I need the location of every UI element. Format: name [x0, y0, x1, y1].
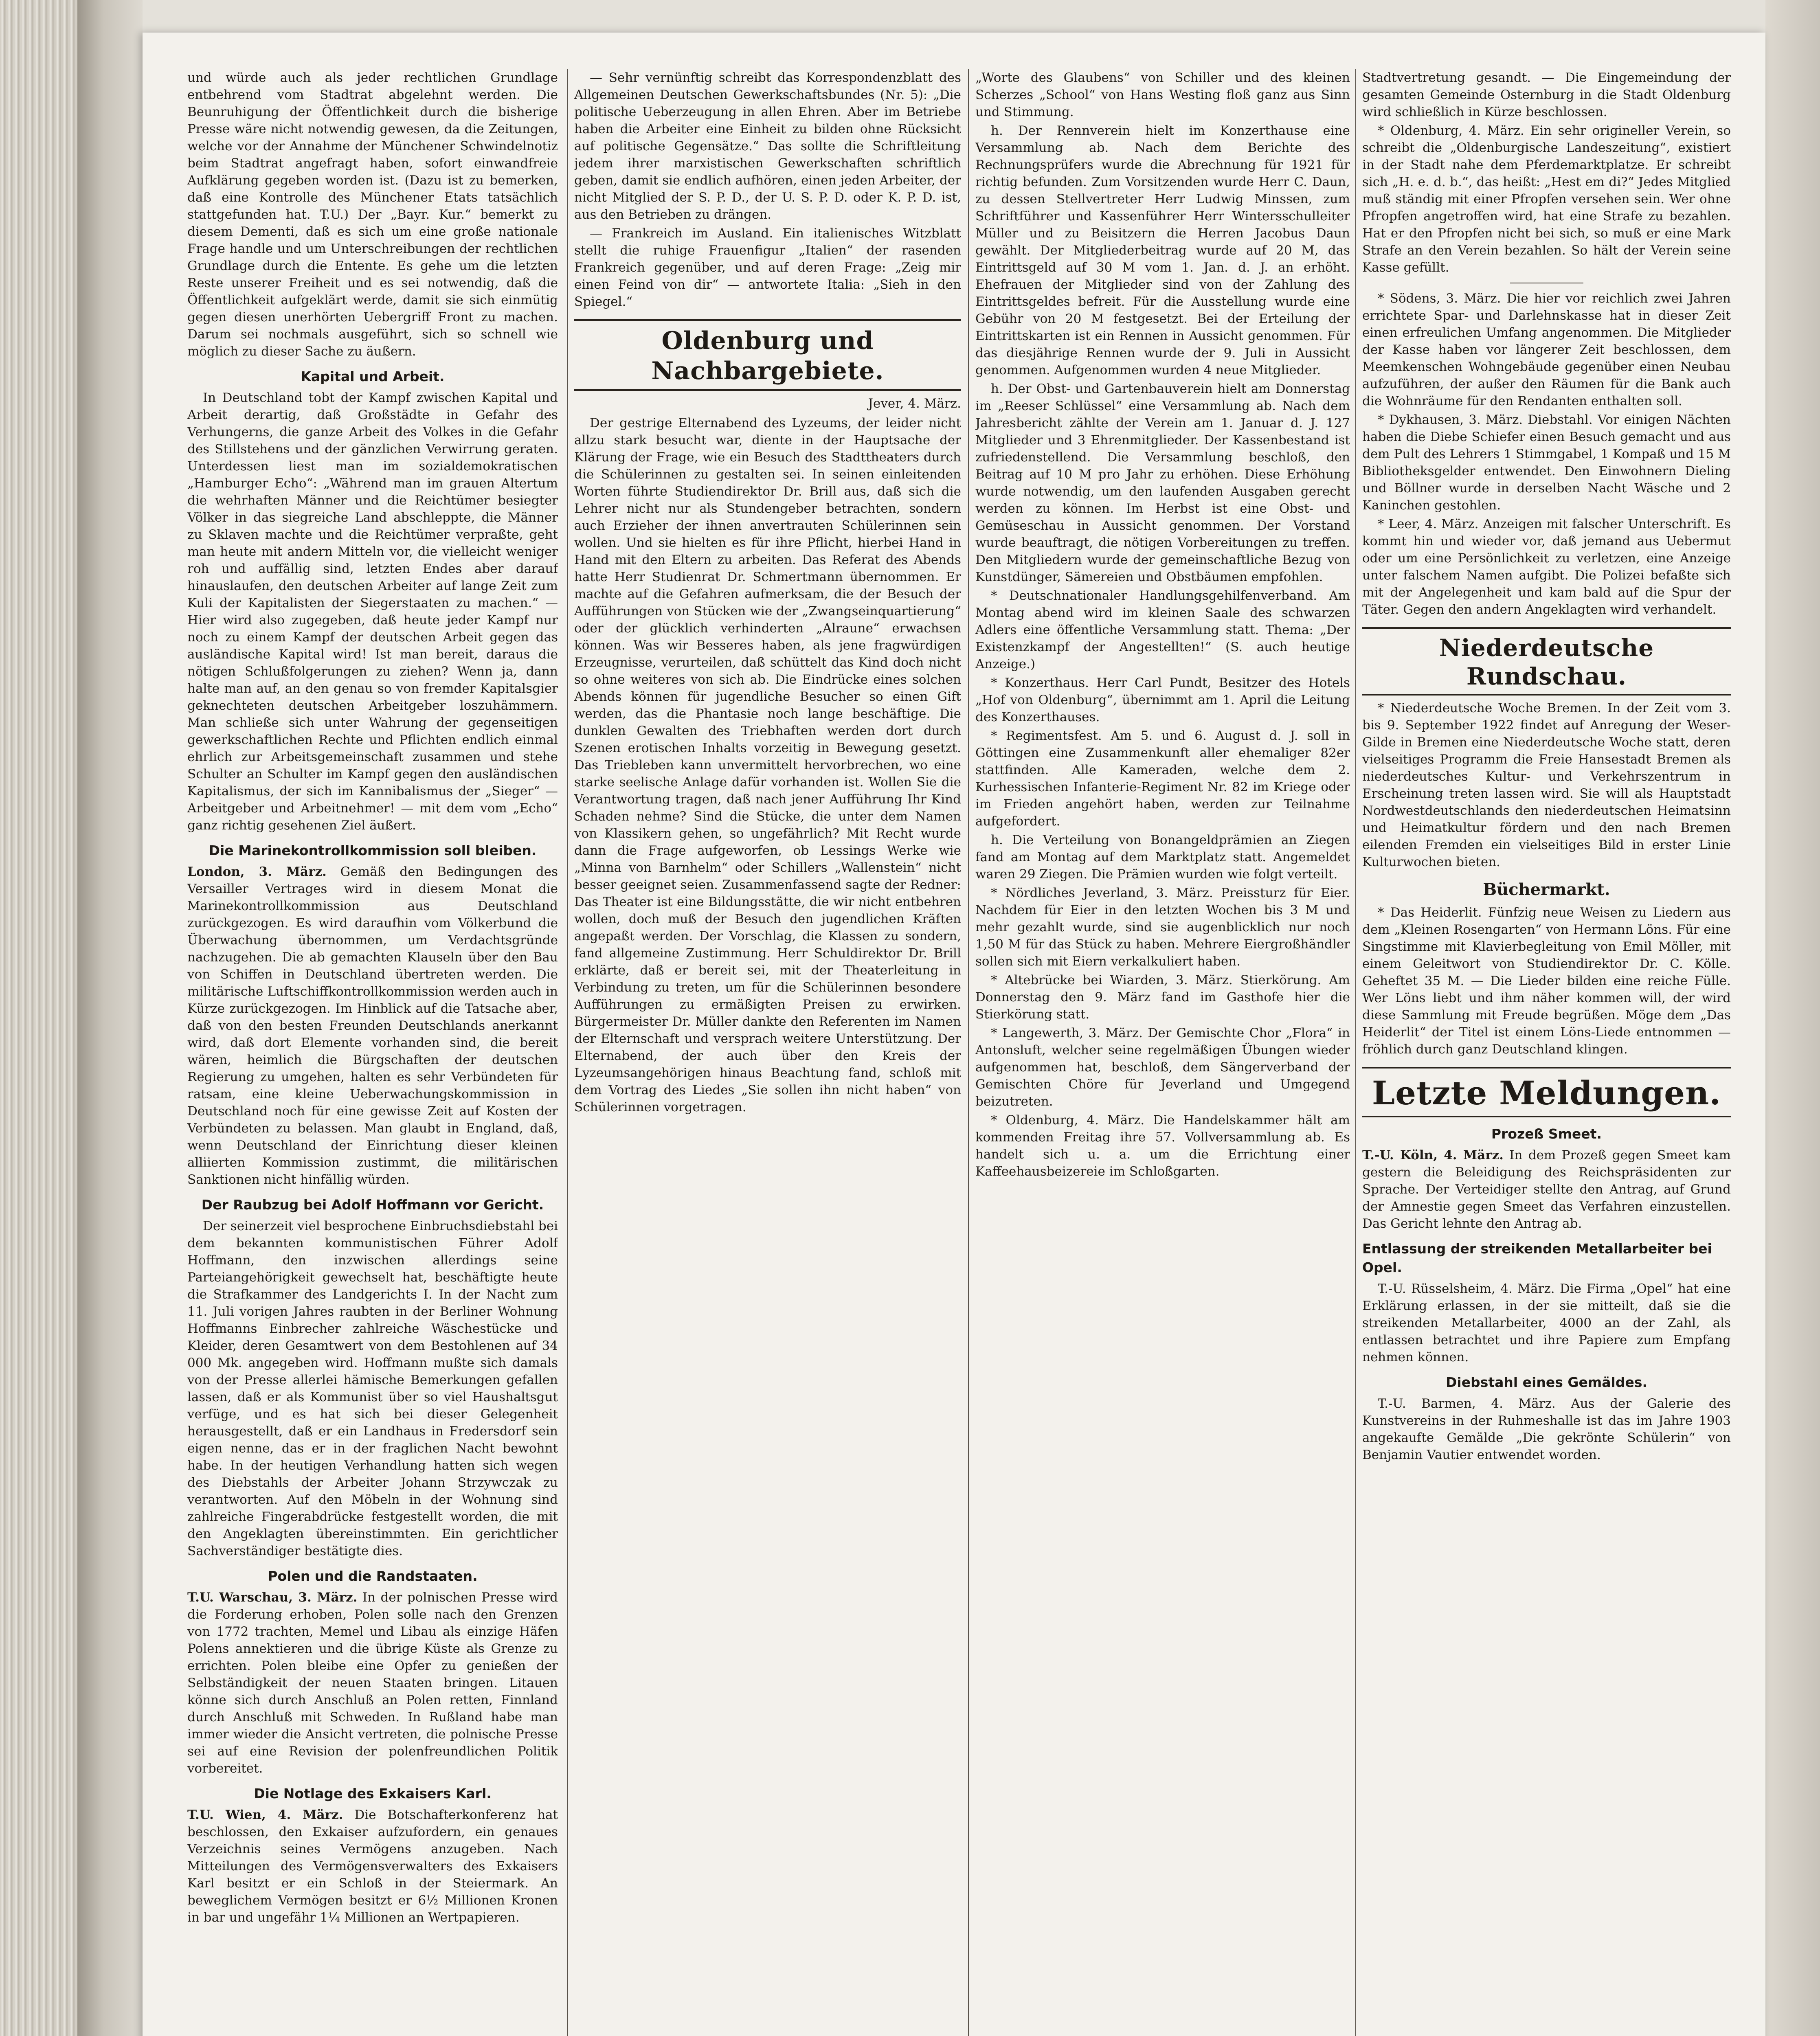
article-text: — Frankreich im Ausland. Ein italienisches Witzblatt stellt die ruhige Frauenfigur „Italien“ der rasenden Frankreich gegenüber, und auf deren Frage: „Zeig mir einen Feind von dir“ — antwortete Italia: „Sieh in den Spiegel.“ [574, 226, 961, 309]
headline-notlage: Die Notlage des Exkaisers Karl. [254, 1786, 492, 1801]
article-text: * Oldenburg, 4. März. Die Handelskammer hält am kommenden Freitag ihre 57. Vollversammlung ab. Es handelt sich u. a. um die Errichtung einer Kaffeehausbeizereie im Schloßgarten. [975, 1113, 1350, 1179]
headline-polen: Polen und die Randstaaten. [268, 1568, 478, 1584]
article-text: Der gestrige Elternabend des Lyzeums, der leider nicht allzu stark besucht war, diente in der Hauptsache der Klärung der Frage, wie ein Besuch des Stadttheaters durch die Schülerinnen zu gestalten sei. In seinen einleitenden Worten führte Studiendirektor Dr. Brill aus, daß sich die Lehrer nicht nur als Stundengeber betrachten, sondern auch Erzieher der ihnen anvertrauten Schülerinnen sein wollen. Und sie hielten es für ihre Pflicht, hierbei Hand in Hand mit den Eltern zu arbeiten. Das Referat des Abends hatte Herr Studienrat Dr. Schmertmann übernommen. Er machte auf die Gefahren aufmerksam, die der Besuch der Aufführungen von Stücken wie der „Zwangseinquartierung“ oder der glücklich verhinderten „Alraune“ erwachsen können. Was wir Besseres haben, als jene fragwürdigen Erzeugnisse, verurteilen, daß schüttelt das Kind doch nicht so ohne weiteres von sich ab. Die Eindrücke eines solchen Abends können für jugendliche Besucher so einen Gift werden, das die Phantasie noch lange beschäftige. Die dunklen Gewalten des Triebhaften werden dort durch Szenen erotischen Inhalts vorzeitig in Bewegung gesetzt. Das Triebleben kann unvermittelt hervorbrechen, wo eine starke seelische Anlage dafür vorhanden ist. Wollen Sie die Verantwortung tragen, daß nach jener Aufführung Ihr Kind Schaden nehme? Sind die Stücke, die unter dem Namen von Klassikern gehen, so ungefährlich? Mit Recht wurde dann die Frage aufgeworfen, ob Lessings Werke wie „Minna von Barnhelm“ oder Schillers „Wallenstein“ nicht besser geeignet seien. Zusammenfassend sagte der Redner: Das Theater ist eine Bildungsstätte, die wir nicht entbehren wollen, doch muß der Besuch den jugendlichen Kräften angepaßt werden. Der Vorschlag, die Klassen zu sondern, fand allgemeine Zustimmung. Herr Schuldirektor Dr. Brill erklärte, daß er bereit sei, mit der Theaterleitung in Verbindung zu treten, um für die Schülerinnen besondere Aufführungen zu ermäßigten Preisen zu erwirken. Bürgermeister Dr. Müller dankte den Referenten im Namen der Elternschaft und versprach weitere Unterstützung. Der Elternabend, der auch über den Kreis der Lyzeumsangehörigen hinaus Beachtung fand, schloß mit dem Vortrag des Liedes „Sie sollen ihn nicht haben“ von Schülerinnen vorgetragen. [574, 416, 961, 1115]
dateline: T.U. Warschau, 3. März. [187, 1590, 358, 1605]
article-text: In der polnischen Presse wird die Forderung erhoben, Polen solle nach den Grenzen von 1772 trachten, Memel und Libau als einzige Häfen Polens annektieren und die übrige Küste als Grenze zu errichten. Polen bleibe eine Opfer zu genießen der Selbständigkeit der neuen Staaten bringen. Litauen könne sich durch Anschluß an Polen retten, Finnland durch Anschluß mit Schweden. In Rußland habe man immer wieder die Ansicht vertreten, die polnische Presse sei auf eine Revision der polenfreundlichen Politik vorbereitet. [187, 1590, 558, 1776]
article-text: T.-U. Rüsselsheim, 4. März. Die Firma „Opel“ hat eine Erklärung erlassen, in der sie mitteilt, daß sie die streikenden Metallarbeiter, 4000 an der Zahl, als entlassen betrachtet und ihre Papiere zum Empfang nehmen können. [1362, 1281, 1731, 1365]
headline-diebstahl: Diebstahl eines Gemäldes. [1446, 1374, 1647, 1390]
column-3 [975, 69, 1350, 2036]
article-text: * Dykhausen, 3. März. Diebstahl. Vor einigen Nächten haben die Diebe Schiefer einen Besuch gemacht und aus dem Pult des Lehrers 1 Stimmgabel, 1 Kompaß und 15 M Bibliotheksgelder entwendet. Den Einwohnern Dieling und Böllner wurde in derselben Nacht Wäsche und 2 Kaninchen gestohlen. [1362, 412, 1731, 513]
article-text: * Nördliches Jeverland, 3. März. Preissturz für Eier. Nachdem für Eier in den letzten Wochen bis 3 M und mehr gezahlt wurde, sind sie augenblicklich nur noch 1,50 M für das Stück zu haben. Mehrere Eiergroßhändler sollen sich mit Eiern verkalkuliert haben. [975, 886, 1350, 969]
dateline: London, 3. März. [187, 864, 327, 879]
headline-entlassung: Entlassung der streikenden Metallarbeiter bei Opel. [1362, 1241, 1712, 1275]
book-page-edges [0, 0, 77, 2036]
article-text: * Konzerthaus. Herr Carl Pundt, Besitzer des Hotels „Hof von Oldenburg“, übernimmt am 1. April die Leitung des Konzerthauses. [975, 676, 1350, 724]
section-title-buechermarkt: Büchermarkt. [1483, 880, 1610, 899]
article-text: T.-U. Barmen, 4. März. Aus der Galerie des Kunstvereins in der Ruhmeshalle ist das im Jahre 1903 angekaufte Gemälde „Die gekrönte Schülerin“ von Benjamin Vautier entwendet worden. [1362, 1396, 1731, 1462]
book-gutter [77, 0, 143, 2036]
article-text: h. Der Rennverein hielt im Konzerthause eine Versammlung ab. Nach dem Berichte des Rechnungsprüfers wurde die Abrechnung für 1921 für richtig befunden. Zum Vorsitzenden wurde Herr C. Daun, zu dessen Stellvertreter Herr Ludwig Minssen, zum Schriftführer und Kassenführer Herr Wintersschulleiter Müller und zu Beisitzern die Herren Jacobus Daun gewählt. Der Mitgliederbeitrag wurde auf 20 M, das Eintrittsgeld auf 30 M vom 1. Jan. d. J. an erhöht. Ehefrauen der Mitglieder sind von der Zahlung des Eintrittsgeldes befreit. Für die Ausstellung wurde eine Gebühr von 20 M festgesetzt. Bei der Erteilung der Eintrittskarten ist ein Rennen in Aussicht genommen. Für das diesjährige Rennen wurde der 9. Juli in Aussicht genommen. Aufgenommen wurden 4 neue Mitglieder. [975, 123, 1350, 377]
column-4 [1362, 69, 1731, 2036]
article-text: Die Botschafterkonferenz hat beschlossen, den Exkaiser aufzufordern, ein genaues Verzeichnis seines Vermögens anzugeben. Nach Mitteilungen des Vermögensverwalters des Exkaisers Karl besitzt er ein Schloß in der Steiermark. An beweglichem Vermögen besitzt er 6½ Millionen Kronen in bar und ungefähr 1¼ Millionen an Wertpapieren. [187, 1808, 558, 1925]
article-text: — Sehr vernünftig schreibt das Korrespondenzblatt des Allgemeinen Deutschen Gewerkschaftsbundes (Nr. 5): „Die politische Ueberzeugung in allen Ehren. Aber im Betriebe haben die Arbeiter eine Einheit zu bilden ohne Rücksicht auf politische Gegensätze.“ Das sollte die Schriftleitung jedem ihrer marxistischen Gewerkschaften schriftlich geben, damit sie endlich aufhören, einen jeden Arbeiter, der nicht Mitglied der S. P. D., der U. S. P. D. oder K. P. D. ist, aus den Betrieben zu drängen. [574, 70, 961, 222]
column-rule [1355, 69, 1356, 2036]
headline-raubzug: Der Raubzug bei Adolf Hoffmann vor Gericht. [201, 1197, 544, 1213]
column-rule [567, 69, 568, 2036]
article-text: und würde auch als jeder rechtlichen Grundlage entbehrend vom Stadtrat abgelehnt werden. Die Beunruhigung der Öffentlichkeit durch die bisherige Presse wäre nicht notwendig gewesen, da die Zeitungen, welche vor der Annahme der Münchener Schwindelnotiz beim Stadtrat angefragt haben, sofort einwandfreie Aufklärung gegeben worden ist. (Dazu ist zu bemerken, daß eine Kontrolle des Münchener Etats tatsächlich stattgefunden hat. T.U.) Der „Bayr. Kur.“ bemerkt zu diesem Dementi, daß es sich um eine große nationale Frage handle und um Unterschreibungen der rechtlichen Grundlage durch die Entente. Es gehe um die letzten Reste unserer Freiheit und es sei notwendig, daß die Öffentlichkeit aufgeklärt werde, damit sie sich einmütig gegen diesen unerhörten Uebergriff Front zu machen. Darum sei nochmals ausgeführt, sich so schnell wie möglich zu dieser Sache zu äußern. [187, 70, 558, 359]
article-text: * Das Heiderlit. Fünfzig neue Weisen zu Liedern aus dem „Kleinen Rosengarten“ von Hermann Löns. Für eine Singstimme mit Klavierbegleitung von Emil Möller, mit einem Geleitwort von Studiendirektor Dr. C. Kölle. Geheftet 35 M. — Die Lieder bilden eine reiche Fülle. Wer Löns liebt und ihm näher kommen will, der wird diese Sammlung mit Freude begrüßen. Möge dem „Das Heiderlit“ der Titel ist einem Löns-Liede entnommen — fröhlich durch ganz Deutschland klingen. [1362, 905, 1731, 1057]
article-text: „Worte des Glaubens“ von Schiller und des kleinen Scherzes „School“ von Hans Westing floß ganz aus Sinn und Stimmung. [975, 70, 1350, 119]
headline-prozess: Prozeß Smeet. [1491, 1126, 1602, 1142]
article-text: Der seinerzeit viel besprochene Einbruchsdiebstahl bei dem bekannten kommunistischen Führer Adolf Hoffmann, den inzwischen allerdings seine Parteiangehörigkeit gewechselt hat, beschäftigte heute die Strafkammer des Landgerichts I. In der Nacht zum 11. Juli vorigen Jahres raubten in der Berliner Wohnung Hoffmanns Einbrecher zahlreiche Wäschestücke und Kleider, deren Gesamtwert von dem Bestohlenen auf 34 000 Mk. angegeben wird. Hoffmann mußte sich damals von der Presse allerlei hämische Bemerkungen gefallen lassen, daß er als Kommunist über so viel Haushaltsgut verfüge, und es hat sich bei dieser Gelegenheit herausgestellt, daß er ein Landhaus in Fredersdorf sein eigen nenne, das er in der fraglichen Nacht bewohnt habe. In der heutigen Verhandlung hatten sich wegen des Diebstahls der Arbeiter Johann Strzywczak zu verantworten. Auf den Möbeln in der Wohnung sind zahlreiche Fingerabdrücke festgestellt worden, die mit den Angeklagten übereinstimmten. Ein gerichtlicher Sachverständiger bestätigte dies. [187, 1219, 558, 1558]
column-rule [968, 69, 969, 2036]
section-title-oldenburg: Oldenburg und Nachbargebiete. [574, 319, 961, 391]
article-text: * Regimentsfest. Am 5. und 6. August d. J. soll in Göttingen eine Zusammenkunft aller ehemaliger 82er stattfinden. Alle Kameraden, welche dem 2. Kurhessischen Infanterie-Regiment Nr. 82 im Kriege oder im Frieden angehört haben, werden zur Teilnahme aufgefordert. [975, 728, 1350, 829]
column-1 [187, 69, 558, 2036]
next-page-edge [1765, 0, 1820, 2036]
article-text: * Deutschnationaler Handlungsgehilfenverband. Am Montag abend wird im kleinen Saale des schwarzen Adlers eine öffentliche Versammlung statt. Thema: „Der Existenzkampf der Angestellten!“ (S. auch heutige Anzeige.) [975, 588, 1350, 671]
dateline: T.-U. Köln, 4. März. [1362, 1148, 1504, 1163]
article-text: In Deutschland tobt der Kampf zwischen Kapital und Arbeit derartig, daß Großstädte in Gefahr des Verhungerns, die ganze Arbeit des Volkes in die Gefahr des Stillstehens und der gänzlichen Verwirrung geraten. Unterdessen liest man im sozialdemokratischen „Hamburger Echo“: „Während man im grauen Altertum die wehrhaften Männer und die Reichtümer besiegter Völker in das siegreiche Land abschleppte, die Männer zu Sklaven machte und die Reichtümer verpraßte, geht man heute mit andern Mitteln vor, die vielleicht weniger roh und auffällig sind, letzten Endes aber darauf hinauslaufen, den deutschen Arbeiter auf lange Zeit zum Kuli der Kapitalisten der Siegerstaaten zu machen.“ — Hier wird also zugegeben, daß heute jeder Kampf nur noch zu einem Kampf der deutschen Arbeit gegen das ausländische Kapital wird! Ist man bereit, daraus die nötigen Schlußfolgerungen zu ziehen? Wenn ja, dann halte man auf, an den genau so von fremder Kapitalsgier geknechteten deutschen Arbeitgeber loszuhämmern. Man schließe sich unter Wahrung der gegenseitigen gewerkschaftlichen Rechte und Pflichten endlich einmal ehrlich zur Arbeitsgemeinschaft zusammen und stehe Schulter an Schulter im Kampf gegen den ausländischen Kapitalismus, der sich im Kannibalismus der „Sieger“ — Arbeitgeber und Arbeitnehmer! — mit dem vom „Echo“ ganz richtig gesehenen Ziel äußert. [187, 391, 558, 833]
article-text: * Södens, 3. März. Die hier vor reichlich zwei Jahren errichtete Spar- und Darlehnskasse hat in dieser Zeit einen erfreulichen Umfang angenommen. Die Mitglieder der Kasse haben vor längerer Zeit beschlossen, dem Meemkenschen Wohngebäude gegenüber einen Neubau aufzuführen, der außer den Räumen für die Bank auch die Wohnräume für den Rendanten enthalten soll. [1362, 291, 1731, 408]
section-title-niederdeutsche: Niederdeutsche Rundschau. [1362, 627, 1731, 695]
article-text: Gemäß den Bedingungen des Versailler Vertrages wird in diesem Monat die Marinekontrollkommission aus Deutschland zurückgezogen. Es wird daraufhin vom Völkerbund die Überwachung übernommen, um Verdachtsgründe nachzugehen. Die ab gemachten Klauseln über den Bau von Schiffen in Deutschland übertreten werden. Die militärische Luftschiffkontrollkommission werden auch in Kürze zurückgezogen. Im Hinblick auf die Tatsache aber, daß von den besten Freunden Deutschlands anerkannt wird, daß dort Elemente vorhanden sind, die bereit wären, heimlich die Bürgschaften der deutschen Regierung zu umgehen, halten es sehr Verbündeten für ratsam, eine kleine Ueberwachungskommission in Deutschland noch für eine gewisse Zeit auf Kosten der Verbündeten zu belassen. Man glaubt in England, daß, wenn Deutschland der Einrichtung dieser kleinen alliierten Kommission zustimmt, die militärischen Sanktionen nicht hinfällig würden. [187, 864, 558, 1187]
article-text: h. Der Obst- und Gartenbauverein hielt am Donnerstag im „Reeser Schlüssel“ eine Versammlung ab. Nach dem Jahresbericht zählte der Verein am 1. Januar d. J. 127 Mitglieder und 3 Ehrenmitglieder. Der Kassenbestand ist zufriedenstellend. Die Versammlung beschloß, den Beitrag auf 10 M pro Jahr zu erhöhen. Diese Erhöhung wurde notwendig, um den laufenden Ausgaben gerecht werden zu können. Im Herbst ist eine Obst- und Gemüseschau in Aussicht genommen. Der Vorstand wurde beauftragt, die nötigen Vorbereitungen zu treffen. Den Mitgliedern wurde der gemeinschaftliche Bezug von Kunstdünger, Sämereien und Obstbäumen empfohlen. [975, 382, 1350, 584]
article-text: In dem Prozeß gegen Smeet kam gestern die Beleidigung des Reichspräsidenten zur Sprache. Der Verteidiger stellte den Antrag, auf Grund der Amnestie gegen Smeet das Verfahren einzustellen. Das Gericht lehnte den Antrag ab. [1362, 1148, 1731, 1231]
article-text: * Altebrücke bei Wiarden, 3. März. Stierkörung. Am Donnerstag den 9. März fand im Gasthofe hier die Stierkörung statt. [975, 973, 1350, 1022]
dateline: Jever, 4. März. [868, 396, 961, 411]
article-text: * Langewerth, 3. März. Der Gemischte Chor „Flora“ in Antonsluft, welcher seine regelmäßigen Übungen wieder aufgenommen hat, beschloß, dem Sängerverband der Gemischten Chöre für Jeverland und Umgegend beizutreten. [975, 1026, 1350, 1109]
headline-kapital: Kapital und Arbeit. [301, 369, 445, 384]
article-text: * Niederdeutsche Woche Bremen. In der Zeit vom 3. bis 9. September 1922 findet auf Anregung der Weser-Gilde in Bremen eine Niederdeutsche Woche statt, deren vielseitiges Programm die Freie Hansestadt Bremen als niederdeutsches Kultur- und Verkehrszentrum in Erscheinung treten lassen wird. Sie will als Hauptstadt Nordwestdeutschlands den niederdeutschen Heimatsinn und Heimatkultur fördern und den nach Bremen eilenden Fremden ein vielseitiges Bild in erster Linie Kulturwochen bieten. [1362, 701, 1731, 869]
article-text: h. Die Verteilung von Bonangeldprämien an Ziegen fand am Montag auf dem Marktplatz statt. Angemeldet waren 29 Ziegen. Die Prämien wurden wie folgt verteilt. [975, 833, 1350, 882]
dateline: T.U. Wien, 4. März. [187, 1808, 343, 1822]
article-text: * Oldenburg, 4. März. Ein sehr origineller Verein, so schreibt die „Oldenburgische Landeszeitung“, existiert in der Stadt nahe dem Pferdemarktplatze. Er schreibt sich „H. e. d. b.“, das heißt: „Hest em di?“ Jedes Mitglied muß ständig mit einer Pfropfen versehen sein. Wer ohne Pfropfen angetroffen wird, hat eine Strafe zu bezahlen. Hat er den Pfropfen nicht bei sich, so muß er eine Mark Strafe an den Verein bezahlen. So hält der Verein seine Kasse gefüllt. [1362, 123, 1731, 275]
headline-marine: Die Marinekontrollkommission soll bleiben. [209, 842, 537, 858]
column-2 [574, 69, 961, 2036]
section-title-letzte-meldungen: Letzte Meldungen. [1362, 1067, 1731, 1117]
article-text: Stadtvertretung gesandt. — Die Eingemeindung der gesamten Gemeinde Osternburg in die Stadt Oldenburg wird schließlich in Kürze beschlossen. [1362, 70, 1731, 119]
article-text: * Leer, 4. März. Anzeigen mit falscher Unterschrift. Es kommt hin und wieder vor, daß jemand aus Uebermut oder um eine Persönlichkeit zu verletzen, eine Anzeige unter falschem Namen aufgibt. Die Polizei befaßte sich mit der Angelegenheit und kam bald auf die Spur der Täter. Gegen den andern Angeklagten wird verhandelt. [1362, 517, 1731, 617]
